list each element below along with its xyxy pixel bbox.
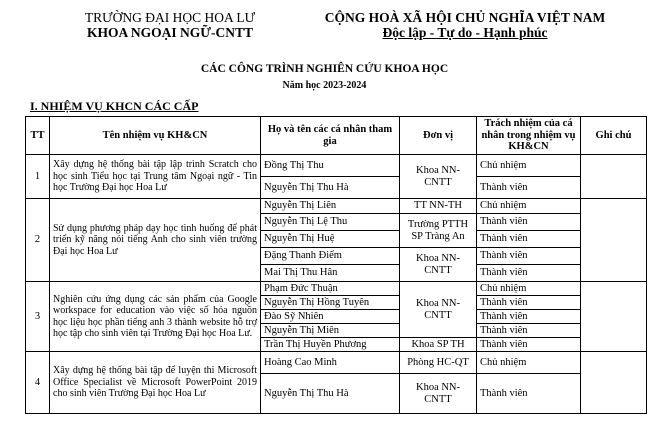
member-name: Nguyễn Thị Thu Hà — [261, 177, 400, 199]
member-name: Hoàng Cao Minh — [261, 352, 400, 374]
table-row — [26, 282, 647, 296]
member-role: Thành viên — [477, 374, 581, 414]
table-header-row — [26, 117, 647, 155]
note-cell — [581, 199, 647, 282]
member-name: Đặng Thanh Điểm — [261, 248, 400, 265]
member-role: Thành viên — [477, 177, 581, 199]
note-cell — [581, 155, 647, 199]
note-cell — [581, 352, 647, 414]
task-number: 3 — [26, 282, 50, 352]
member-name: Mai Thị Thu Hân — [261, 265, 400, 282]
table-row — [26, 352, 647, 374]
member-role: Thành viên — [477, 214, 581, 231]
member-unit: Trường PTTH SP Tràng An — [400, 214, 477, 248]
research-table — [25, 116, 647, 414]
document-title: CÁC CÔNG TRÌNH NGHIÊN CỨU KHOA HỌC — [200, 63, 449, 75]
task-number: 2 — [26, 199, 50, 282]
col-person: Họ và tên các cá nhân tham gia — [261, 117, 400, 155]
member-role: Thành viên — [477, 296, 581, 310]
member-name: Đào Sỹ Nhiên — [261, 310, 400, 324]
member-role: Thành viên — [477, 310, 581, 324]
country-name: CỘNG HOÀ XÃ HỘI CHỦ NGHĨA VIỆT NAM — [324, 10, 606, 25]
member-role: Thành viên — [477, 248, 581, 265]
member-unit: TT NN-TH — [400, 199, 477, 214]
col-role: Trách nhiệm của cá nhân trong nhiệm vụ KH&CN — [477, 117, 581, 155]
section-heading: I. NHIỆM VỤ KHCN CÁC CẤP — [30, 99, 199, 113]
motto: Độc lập - Tự do - Hạnh phúc — [382, 25, 548, 40]
member-unit: Khoa SP TH — [400, 338, 477, 352]
member-role: Chủ nhiệm — [477, 282, 581, 296]
member-unit: Khoa NN-CNTT — [400, 155, 477, 199]
university-name: TRƯỜNG ĐẠI HỌC HOA LƯ — [84, 10, 256, 25]
member-role: Thành viên — [477, 231, 581, 248]
header-right — [300, 10, 630, 40]
col-task: Tên nhiệm vụ KH&CN — [50, 117, 261, 155]
member-role: Thành viên — [477, 324, 581, 338]
note-cell — [581, 282, 647, 352]
member-role: Chủ nhiệm — [477, 155, 581, 177]
faculty-name: KHOA NGOẠI NGỮ-CNTT — [86, 25, 253, 40]
member-unit: Khoa NN-CNTT — [400, 374, 477, 414]
member-role: Thành viên — [477, 265, 581, 282]
task-number: 1 — [26, 155, 50, 199]
member-unit: Khoa NN-CNTT — [400, 282, 477, 338]
member-unit: Phòng HC-QT — [400, 352, 477, 374]
member-name: Nguyễn Thị Hồng Tuyên — [261, 296, 400, 310]
table-row — [26, 199, 647, 214]
task-name: Xây dựng hệ thống bài tập lập trình Scratch cho học sinh Tiểu học tại Trung tâm Ngoại ngữ - Tin học Trường Đại học Hoa Lư — [50, 155, 261, 199]
col-note: Ghi chú — [581, 117, 647, 155]
member-role: Chủ nhiệm — [477, 352, 581, 374]
member-name: Nguyễn Thị Miên — [261, 324, 400, 338]
task-name: Xây dựng hệ thống bài tập để luyện thi Microsoft Office Specialist về Microsoft PowerPoint 2019 cho sinh viên Trường Đại học Hoa Lư — [50, 352, 261, 414]
member-name: Trần Thị Huyền Phương — [261, 338, 400, 352]
member-name: Nguyễn Thị Thu Hà — [261, 374, 400, 414]
task-name: Nghiên cứu ứng dụng các sản phẩm của Google workspace for education vào việc số hóa nguồn học liệu học phần tiếng anh 3 thành website hỗ trợ học tập cho sinh viên tại Trường Đại học Hoa Lư. — [50, 282, 261, 352]
col-tt: TT — [26, 117, 50, 155]
table-row — [26, 155, 647, 177]
member-name: Nguyễn Thị Liên — [261, 199, 400, 214]
task-number: 4 — [26, 352, 50, 414]
member-name: Nguyễn Thị Huệ — [261, 231, 400, 248]
member-name: Đồng Thị Thu — [261, 155, 400, 177]
member-unit: Khoa NN-CNTT — [400, 248, 477, 282]
document-subtitle: Năm học 2023-2024 — [282, 80, 367, 91]
member-role: Thành viên — [477, 338, 581, 352]
member-role: Chủ nhiệm — [477, 199, 581, 214]
member-name: Phạm Đức Thuận — [261, 282, 400, 296]
col-unit: Đơn vị — [400, 117, 477, 155]
member-name: Nguyễn Thị Lệ Thu — [261, 214, 400, 231]
task-name: Sử dụng phương pháp dạy học tình huống để phát triển kỹ năng nói tiếng Anh cho sinh viên trường Đại học Hoa Lư — [50, 199, 261, 282]
header-left — [60, 10, 280, 40]
